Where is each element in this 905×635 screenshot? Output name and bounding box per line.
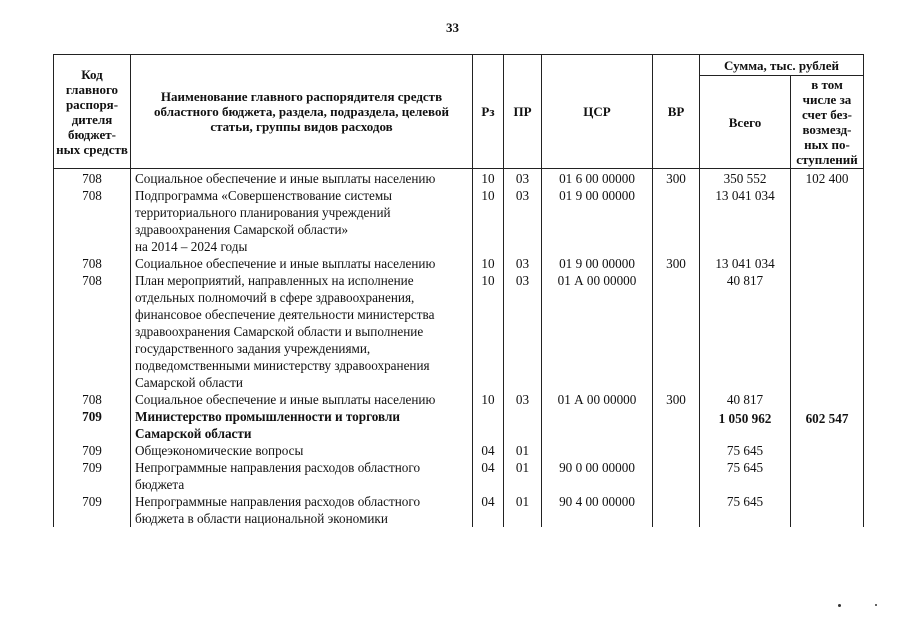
scan-mark xyxy=(875,604,877,606)
budget-table xyxy=(53,54,864,527)
cell-free-receipts xyxy=(791,459,864,493)
cell-total: 13 041 034 xyxy=(700,187,791,255)
cell-vr xyxy=(653,442,700,459)
table-row xyxy=(54,255,864,272)
cell-total: 75 645 xyxy=(700,442,791,459)
cell-code: 708 xyxy=(54,187,131,255)
cell-free-receipts: 102 400 xyxy=(791,169,864,188)
header-vr: ВР xyxy=(653,55,700,169)
cell-free-receipts xyxy=(791,493,864,527)
table-row xyxy=(54,442,864,459)
cell-total: 13 041 034 xyxy=(700,255,791,272)
cell-code: 709 xyxy=(54,493,131,527)
scan-mark xyxy=(838,604,841,607)
cell-csr: 01 9 00 00000 xyxy=(542,187,653,255)
table-row xyxy=(54,493,864,527)
cell-csr xyxy=(542,442,653,459)
table-row xyxy=(54,187,864,255)
cell-name: Министерство промышленности и торговли Самарской области xyxy=(131,408,473,442)
cell-pr: 03 xyxy=(504,255,542,272)
cell-vr: 300 xyxy=(653,255,700,272)
table-row xyxy=(54,391,864,408)
cell-rz: 04 xyxy=(473,442,504,459)
cell-code: 709 xyxy=(54,459,131,493)
cell-pr: 01 xyxy=(504,493,542,527)
cell-pr: 03 xyxy=(504,391,542,408)
cell-free-receipts xyxy=(791,255,864,272)
cell-name: План мероприятий, направленных на исполнение отдельных полномочий в сфере здравоохранения, финансовое обеспечение деятельности министерства здравоохранения Самарской области и выполнение государственного задания учреждениями, подведомственными министерству здравоохранения Самарской области xyxy=(131,272,473,391)
cell-vr xyxy=(653,408,700,442)
cell-pr: 01 xyxy=(504,459,542,493)
cell-rz: 10 xyxy=(473,169,504,188)
cell-csr: 01 6 00 00000 xyxy=(542,169,653,188)
cell-pr xyxy=(504,408,542,442)
cell-name: Непрограммные направления расходов областного бюджета xyxy=(131,459,473,493)
cell-name: Социальное обеспечение и иные выплаты населению xyxy=(131,391,473,408)
cell-pr: 01 xyxy=(504,442,542,459)
table-header xyxy=(54,55,864,169)
cell-csr: 01 А 00 00000 xyxy=(542,391,653,408)
cell-csr: 01 9 00 00000 xyxy=(542,255,653,272)
cell-code: 708 xyxy=(54,391,131,408)
header-pr: ПР xyxy=(504,55,542,169)
cell-name: Социальное обеспечение и иные выплаты населению xyxy=(131,169,473,188)
table-row xyxy=(54,459,864,493)
cell-rz: 10 xyxy=(473,255,504,272)
header-name: Наименование главного распорядителя средств областного бюджета, раздела, подраздела, целевой статьи, группы видов расходов xyxy=(131,55,473,169)
header-rz: Рз xyxy=(473,55,504,169)
cell-pr: 03 xyxy=(504,272,542,391)
cell-rz: 04 xyxy=(473,493,504,527)
cell-csr: 01 А 00 00000 xyxy=(542,272,653,391)
table-body xyxy=(54,169,864,528)
cell-code: 708 xyxy=(54,272,131,391)
cell-pr: 03 xyxy=(504,187,542,255)
cell-free-receipts xyxy=(791,391,864,408)
cell-total: 40 817 xyxy=(700,272,791,391)
cell-total: 40 817 xyxy=(700,391,791,408)
header-sum-group: Сумма, тыс. рублей xyxy=(700,55,864,76)
cell-rz: 04 xyxy=(473,459,504,493)
cell-name: Общеэкономические вопросы xyxy=(131,442,473,459)
cell-free-receipts: 602 547 xyxy=(791,408,864,442)
cell-rz: 10 xyxy=(473,391,504,408)
cell-csr: 90 0 00 00000 xyxy=(542,459,653,493)
cell-code: 709 xyxy=(54,408,131,442)
cell-code: 708 xyxy=(54,169,131,188)
table-row xyxy=(54,272,864,391)
cell-free-receipts xyxy=(791,272,864,391)
cell-vr xyxy=(653,459,700,493)
cell-vr: 300 xyxy=(653,169,700,188)
page-number: 33 xyxy=(446,20,459,35)
cell-code: 709 xyxy=(54,442,131,459)
cell-free-receipts xyxy=(791,442,864,459)
cell-name: Социальное обеспечение и иные выплаты населению xyxy=(131,255,473,272)
cell-vr: 300 xyxy=(653,391,700,408)
cell-vr xyxy=(653,272,700,391)
cell-free-receipts xyxy=(791,187,864,255)
cell-code: 708 xyxy=(54,255,131,272)
header-free-receipts: в том числе за счет без-возмезд-ных по-ступлений xyxy=(791,76,864,169)
cell-vr xyxy=(653,493,700,527)
cell-csr: 90 4 00 00000 xyxy=(542,493,653,527)
table-row xyxy=(54,169,864,188)
table-row xyxy=(54,408,864,442)
cell-rz xyxy=(473,408,504,442)
cell-rz: 10 xyxy=(473,187,504,255)
cell-rz: 10 xyxy=(473,272,504,391)
cell-total: 350 552 xyxy=(700,169,791,188)
header-csr: ЦСР xyxy=(542,55,653,169)
cell-csr xyxy=(542,408,653,442)
header-code: Код главного распоря-дителя бюджет-ных средств xyxy=(54,55,131,169)
header-total: Всего xyxy=(700,76,791,169)
cell-total: 75 645 xyxy=(700,459,791,493)
cell-name: Подпрограмма «Совершенствование системы территориального планирования учреждений здравоохранения Самарской области» на 2014 – 2024 годы xyxy=(131,187,473,255)
cell-total: 1 050 962 xyxy=(700,408,791,442)
cell-vr xyxy=(653,187,700,255)
cell-name: Непрограммные направления расходов областного бюджета в области национальной экономики xyxy=(131,493,473,527)
cell-pr: 03 xyxy=(504,169,542,188)
cell-total: 75 645 xyxy=(700,493,791,527)
